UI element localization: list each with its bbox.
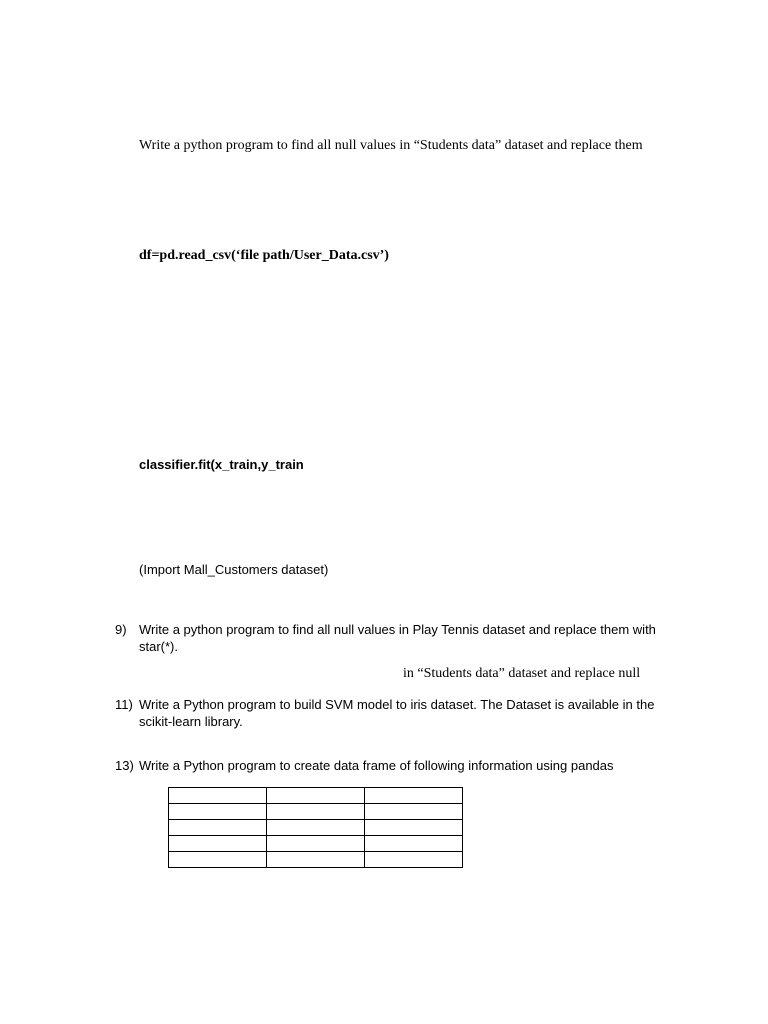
table-cell [365,852,463,868]
read-csv-code: df=pd.read_csv(‘file path/User_Data.csv’) [139,248,389,263]
list-item-11 [115,696,675,730]
list-item-number: 13) [115,758,134,773]
students-null-question: Write a python program to find all null values in “Students data” dataset and replace them [139,138,643,153]
table-cell [169,836,267,852]
table-cell [267,820,365,836]
list-item-number: 9) [115,622,127,637]
table-row [169,836,463,852]
table-cell [365,788,463,804]
list-item-text: Write a Python program to build SVM model to iris dataset. The Dataset is available in the scikit-learn library. [139,697,655,729]
table-cell [267,788,365,804]
list-item-number: 11) [115,697,133,712]
table-cell [267,852,365,868]
table-cell [169,804,267,820]
table-cell [365,836,463,852]
table-row [169,804,463,820]
table-cell [267,836,365,852]
table-cell [365,820,463,836]
list-item-text: Write a Python program to create data frame of following information using pandas [139,758,614,773]
classifier-fit-code: classifier.fit(x_train,y_train [139,457,304,472]
table-cell [365,804,463,820]
list-item-9 [115,621,675,655]
table-cell [169,788,267,804]
table-row [169,852,463,868]
empty-data-table [168,787,463,868]
table-cell [169,820,267,836]
table-row [169,788,463,804]
import-mall-note: (Import Mall_Customers dataset) [139,562,329,577]
students-null-fragment: in “Students data” dataset and replace null [403,666,641,681]
table-cell [267,804,365,820]
table-cell [169,852,267,868]
table-row [169,820,463,836]
list-item-text: Write a python program to find all null values in Play Tennis dataset and replace them with star(*). [139,622,656,654]
list-item-13 [115,757,675,774]
